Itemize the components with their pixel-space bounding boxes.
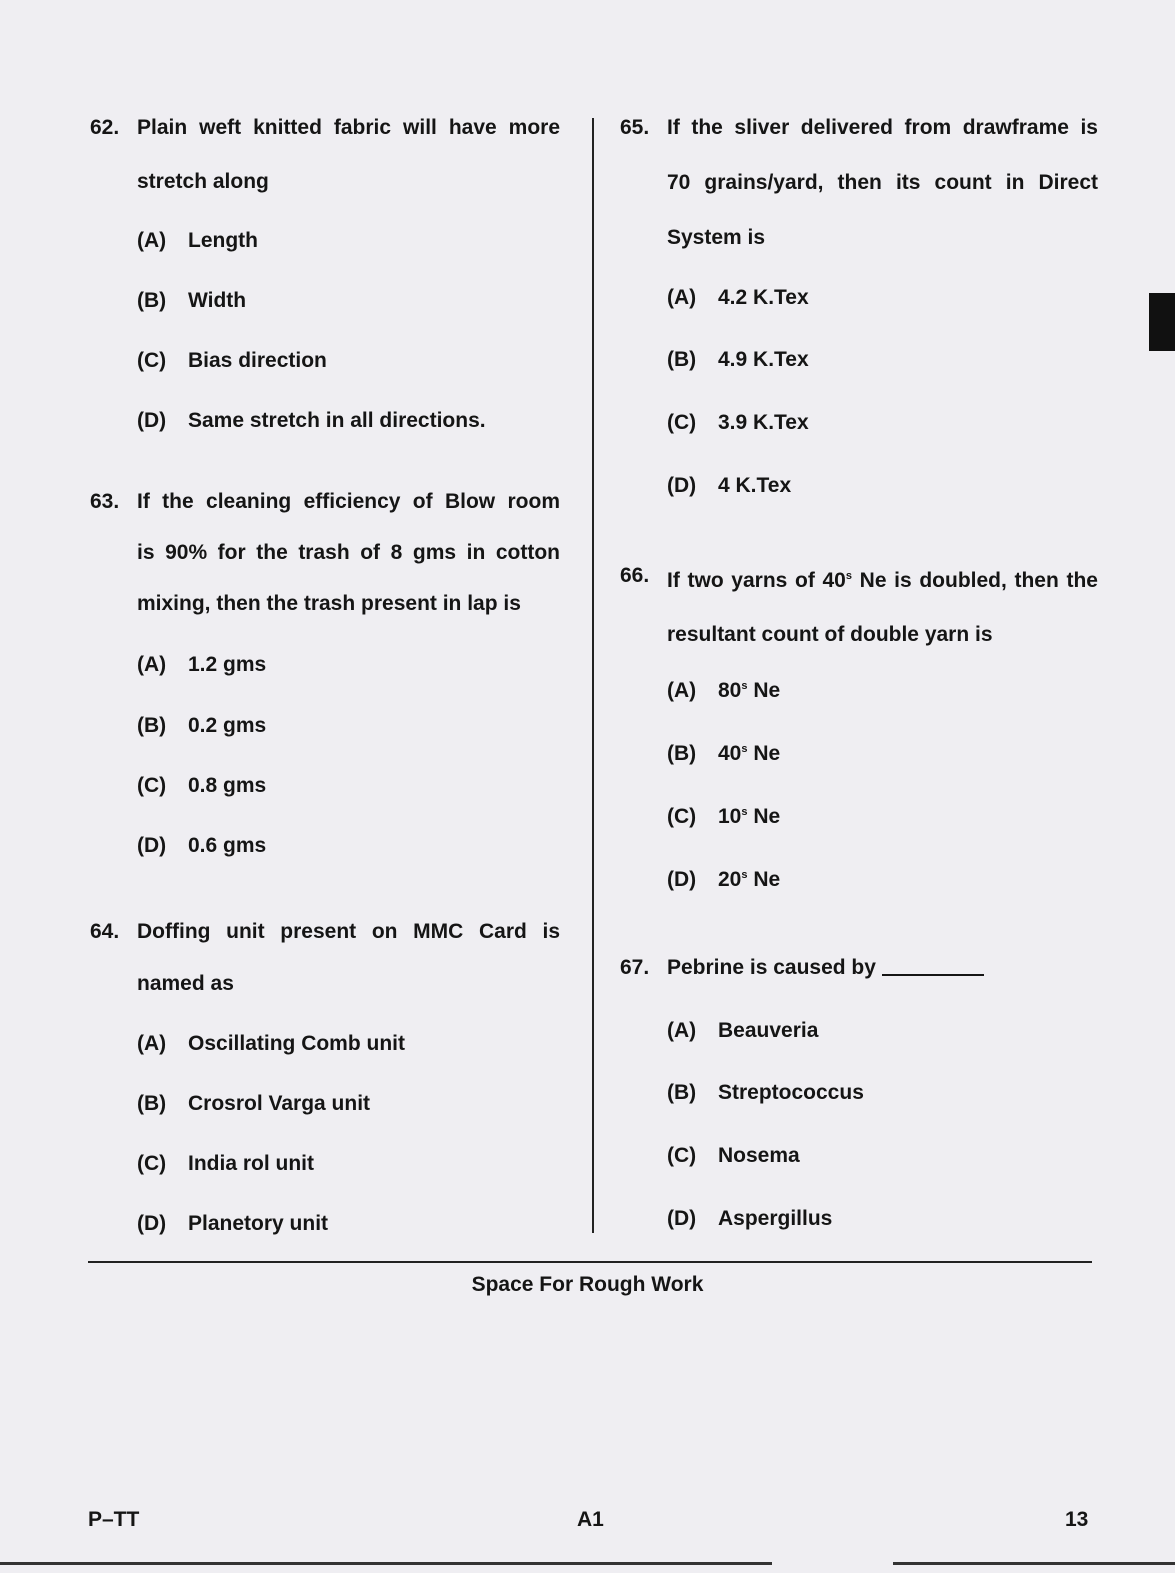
question-text-line: stretch along bbox=[137, 170, 269, 193]
option-64-d: (D) Planetory unit bbox=[137, 1212, 329, 1235]
option-63-a: (A) 1.2 gms bbox=[137, 653, 267, 676]
option-67-d: (D) Aspergillus bbox=[667, 1207, 833, 1230]
question-text-line: is 90% for the trash of 8 gms in cotton bbox=[137, 541, 560, 564]
bottom-edge-rule bbox=[0, 1562, 772, 1565]
question-text-line: If the cleaning efficiency of Blow room bbox=[137, 490, 560, 513]
question-67 bbox=[620, 941, 1098, 995]
option-66-b: (B) 40$^s$ Ne bbox=[667, 742, 781, 765]
question-number: 62. bbox=[90, 116, 120, 139]
question-66 bbox=[620, 549, 1098, 662]
question-text-line: Doffing unit present on MMC Card is bbox=[137, 920, 560, 943]
option-62-a: (A) Length bbox=[137, 229, 258, 252]
option-62-d: (D) Same stretch in all directions. bbox=[137, 409, 486, 432]
question-text-line: resultant count of double yarn is bbox=[667, 623, 993, 646]
question-text-line: 70 grains/yard, then its count in Direct bbox=[667, 171, 1098, 194]
question-text-line: Plain weft knitted fabric will have more bbox=[137, 116, 560, 139]
question-text-line: Pebrine is caused by bbox=[667, 956, 876, 979]
question-number: 64. bbox=[90, 920, 120, 943]
question-number: 63. bbox=[90, 490, 120, 513]
column-divider bbox=[592, 118, 594, 1233]
question-text-line: System is bbox=[667, 226, 766, 249]
rough-work-heading: Space For Rough Work bbox=[471, 1273, 704, 1296]
option-64-a: (A) Oscillating Comb unit bbox=[137, 1032, 406, 1055]
bottom-edge-rule bbox=[893, 1562, 1175, 1565]
option-63-c: (C) 0.8 gms bbox=[137, 774, 267, 797]
option-67-a: (A) Beauveria bbox=[667, 1019, 819, 1042]
question-number: 66. bbox=[620, 564, 650, 587]
option-66-a: (A) 80$^s$ Ne bbox=[667, 679, 781, 702]
option-64-b: (B) Crosrol Varga unit bbox=[137, 1092, 371, 1115]
question-text-line: named as bbox=[137, 972, 234, 995]
option-62-c: (C) Bias direction bbox=[137, 349, 327, 372]
question-62 bbox=[90, 101, 560, 209]
option-65-c: (C) 3.9 K.Tex bbox=[667, 411, 809, 434]
option-66-d: (D) 20$^s$ Ne bbox=[667, 868, 781, 891]
section-divider bbox=[88, 1261, 1092, 1263]
option-65-d: (D) 4 K.Tex bbox=[667, 474, 792, 497]
answer-blank bbox=[882, 974, 984, 976]
option-63-d: (D) 0.6 gms bbox=[137, 834, 267, 857]
option-65-a: (A) 4.2 K.Tex bbox=[667, 286, 809, 309]
question-text-line: If two yarns of 40$^s$ Ne is doubled, then the bbox=[667, 569, 1098, 592]
footer-page-number: 13 bbox=[1065, 1508, 1089, 1531]
option-67-c: (C) Nosema bbox=[667, 1144, 800, 1167]
footer-paper-code: P–TT bbox=[88, 1508, 140, 1531]
option-66-c: (C) 10$^s$ Ne bbox=[667, 805, 781, 828]
question-64 bbox=[90, 906, 560, 1010]
question-number: 65. bbox=[620, 116, 650, 139]
option-67-b: (B) Streptococcus bbox=[667, 1081, 864, 1104]
question-text-line: If the sliver delivered from drawframe is bbox=[667, 116, 1098, 139]
footer-series: A1 bbox=[577, 1508, 604, 1531]
option-64-c: (C) India rol unit bbox=[137, 1152, 314, 1175]
question-number: 67. bbox=[620, 956, 650, 979]
option-65-b: (B) 4.9 K.Tex bbox=[667, 348, 809, 371]
edge-tab-mark bbox=[1149, 293, 1175, 351]
question-63 bbox=[90, 476, 560, 629]
option-63-b: (B) 0.2 gms bbox=[137, 714, 267, 737]
question-text-line: mixing, then the trash present in lap is bbox=[137, 592, 521, 615]
option-62-b: (B) Width bbox=[137, 289, 247, 312]
question-65 bbox=[620, 100, 1098, 265]
